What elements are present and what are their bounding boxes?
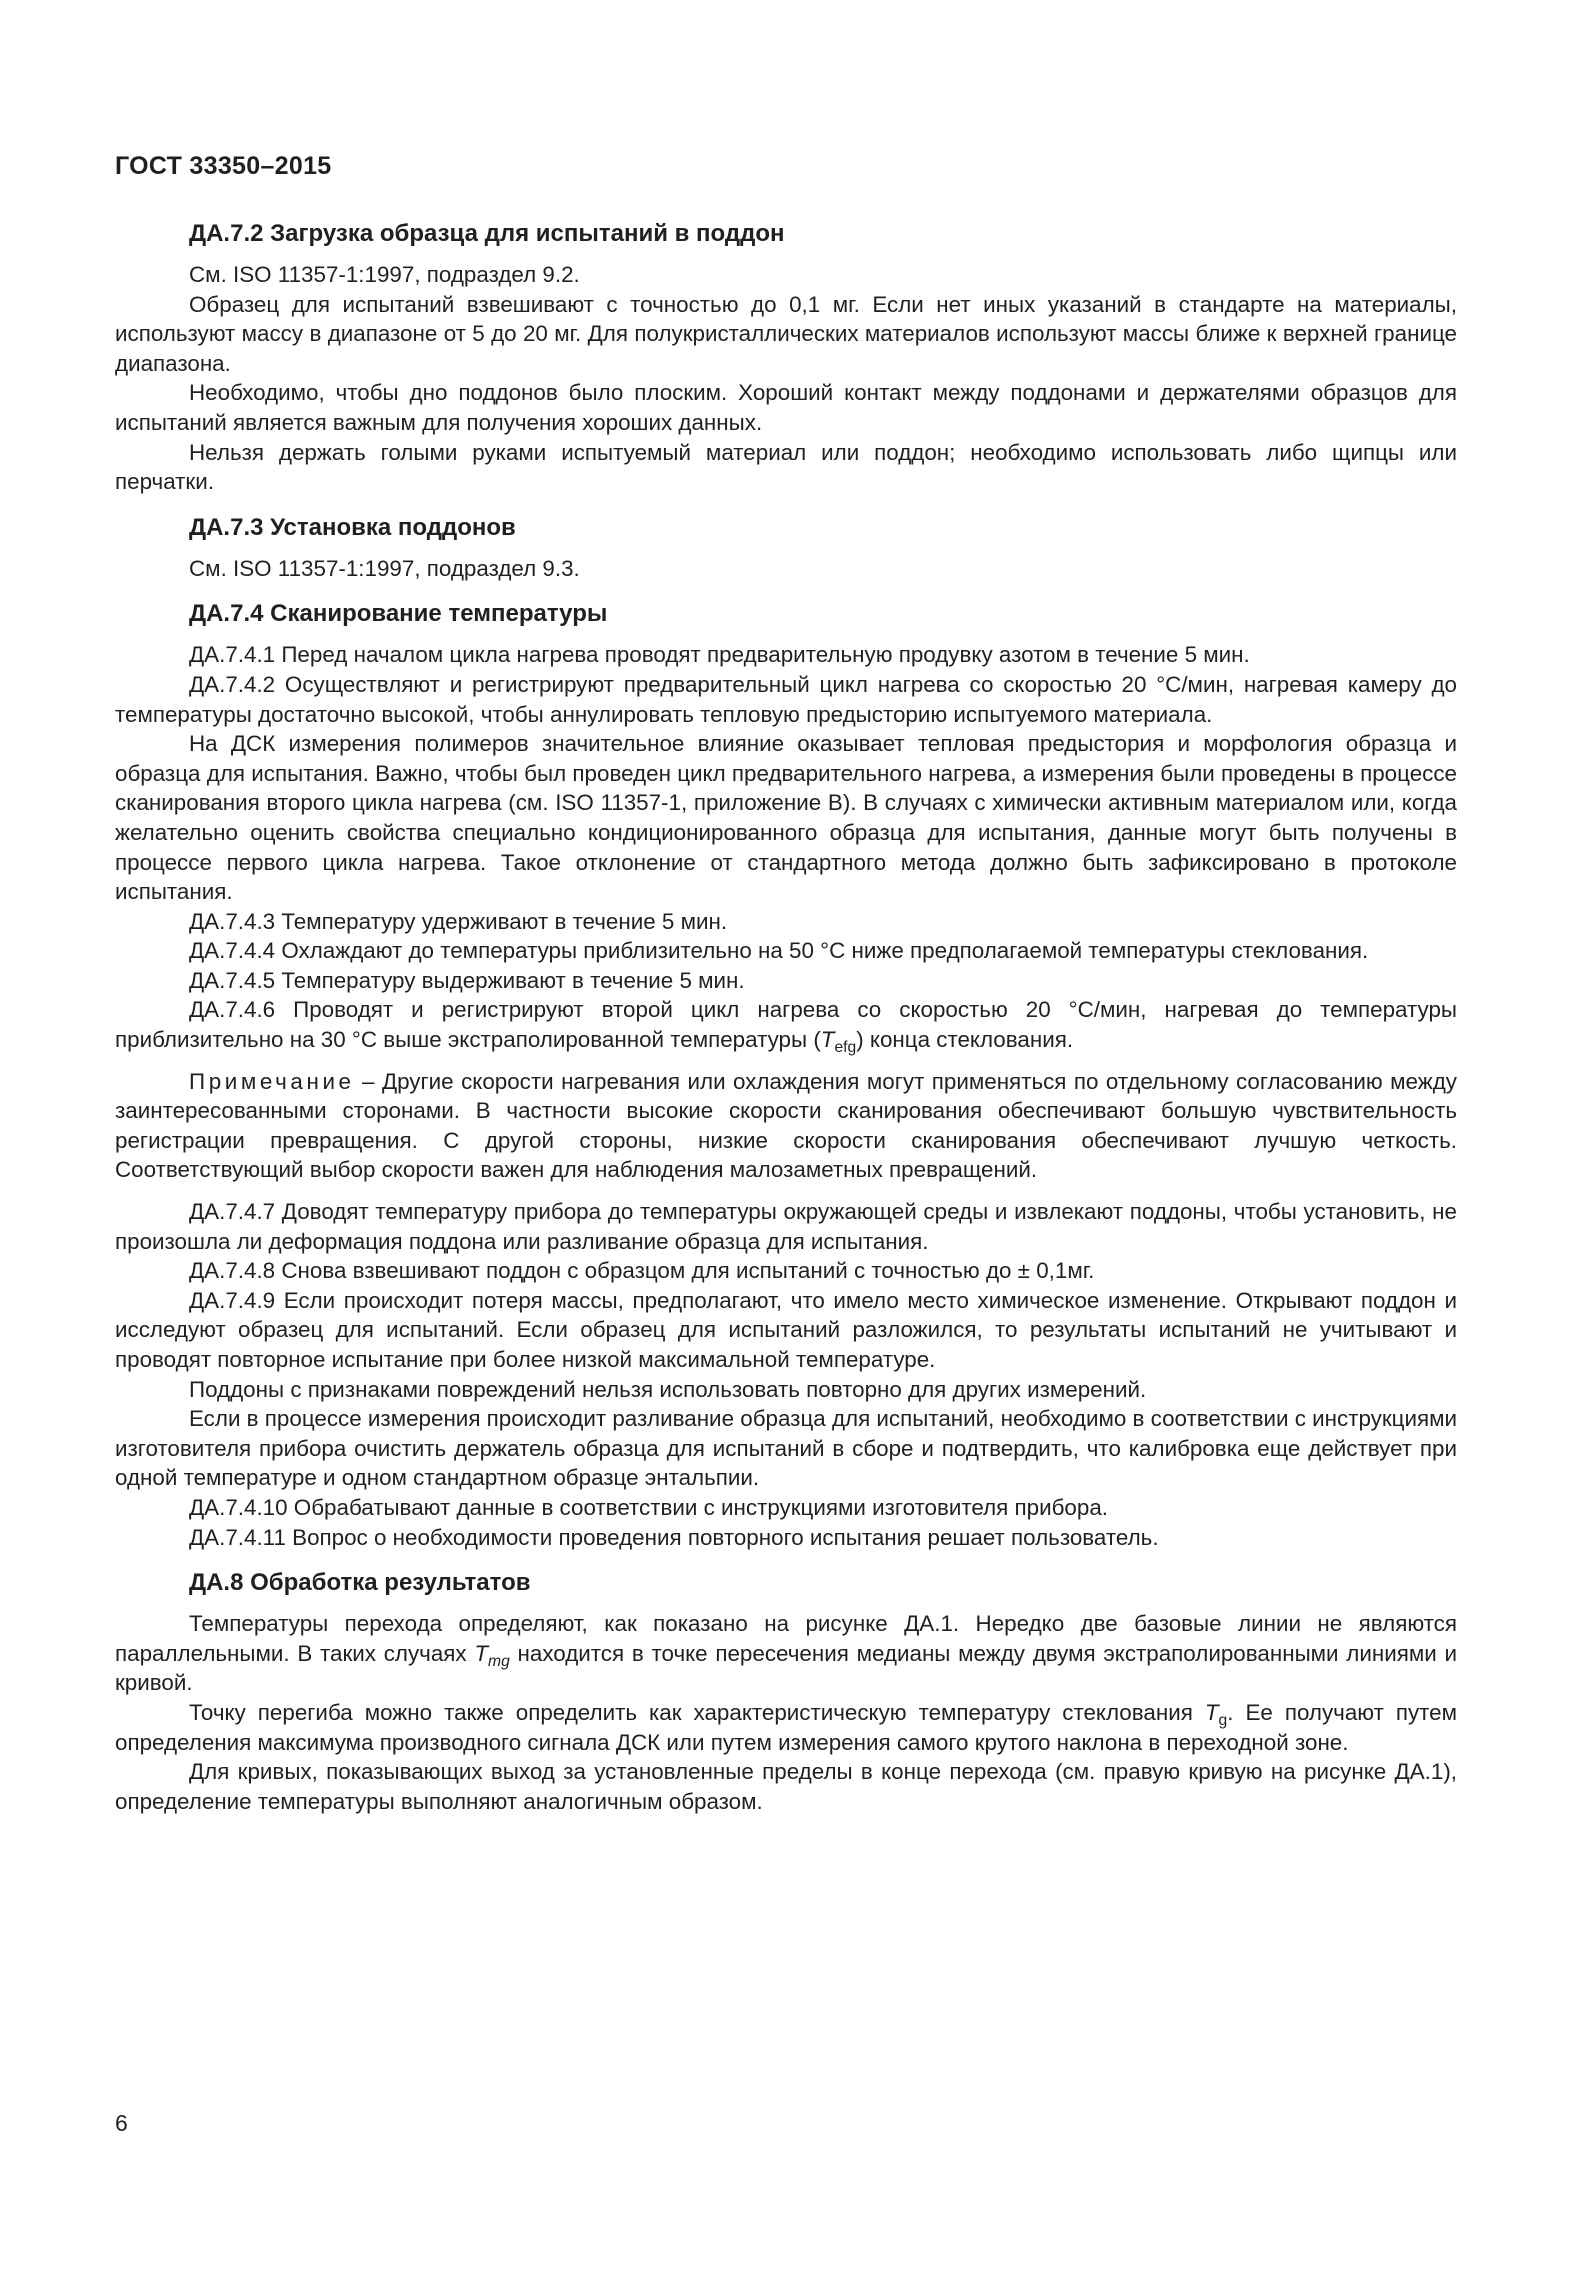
paragraph: ДА.7.4.4 Охлаждают до температуры приблизительно на 50 °С ниже предполагаемой температуры стеклования. (189, 938, 1369, 964)
text: Точку перегиба можно также определить как характеристическую температуру стеклования (189, 1699, 1205, 1725)
section-heading-da-7-3: ДА.7.3 Установка поддонов (189, 513, 516, 541)
subscript (488, 1653, 510, 1670)
paragraph: ДА.7.4.10 Обрабатывают данные в соответствии с инструкциями изготовителя прибора. (189, 1494, 1108, 1520)
section-heading-da-8: ДА.8 Обработка результатов (189, 1569, 531, 1597)
paragraph: На ДСК измерения полимеров значительное влияние оказывает тепловая предыстория и морфология образца и образца для испытания. Важно, чтобы был проведен цикл предварительного нагрева, а измерения были проведены в процессе сканирования второго цикла нагрева (см. ISO 11357-1, приложение В). В случаях с химически активным материалом или, когда желательно оценить свойства специально кондиционированного образца для испытания, данные могут быть получены в процессе первого цикла нагрева. Такое отклонение от стандартного метода должно быть зафиксировано в протоколе испытания. (115, 731, 1457, 905)
section-heading-da-7-4: ДА.7.4 Сканирование температуры (189, 600, 608, 628)
subscript: efg (834, 1039, 857, 1057)
paragraph: ДА.7.4.2 Осуществляют и регистрируют предварительный цикл нагрева со скоростью 20 °С/мин, нагревая камеру до температуры достаточно высокой, чтобы аннулировать тепловую предысторию испытуемого материала. (115, 671, 1457, 727)
section-heading-da-7-2: ДА.7.2 Загрузка образца для испытаний в поддон (189, 220, 785, 247)
text: ДА.7.4.6 Проводят и регистрируют второй цикл нагрева со скоростью 20 °С/мин, нагревая до температуры приблизительно на 30 °С выше экстраполированной температуры ( (115, 997, 1457, 1053)
paragraph: См. ISO 11357-1:1997, подраздел 9.3. (189, 555, 580, 581)
paragraph: ДА.7.4.8 Снова взвешивают поддон с образцом для испытаний с точностью до ± 0,1мг. (189, 1258, 1095, 1284)
symbol-t: T (474, 1640, 489, 1666)
paragraph: ДА.7.4.11 Вопрос о необходимости проведения повторного испытания решает пользователь. (189, 1524, 1159, 1550)
paragraph: Нельзя держать голыми руками испытуемый материал или поддон; необходимо использовать либо щипцы или перчатки. (115, 439, 1457, 495)
note-paragraph (115, 1067, 1457, 1185)
paragraph: Образец для испытаний взвешивают с точностью до 0,1 мг. Если нет иных указаний в стандарте на материалы, используют массу в диапазоне от 5 до 20 мг. Для полукристаллических материалов используют массы ближе к верхней границе диапазона. (115, 291, 1457, 376)
page-number: 6 (115, 2110, 128, 2136)
document-code: ГОСТ 33350–2015 (115, 152, 332, 180)
subscript: g (1218, 1711, 1228, 1729)
paragraph: ДА.7.4.5 Температуру выдерживают в течение 5 мин. (189, 967, 745, 993)
paragraph: Поддоны с признаками повреждений нельзя использовать повторно для других измерений. (189, 1376, 1147, 1402)
paragraph: См. ISO 11357-1:1997, подраздел 9.2. (189, 262, 580, 287)
subscript-text: mg (488, 1652, 510, 1670)
text: Температуры перехода определяют, как показано на рисунке ДА.1. Нередко две базовые линии не являются параллельными. В таких случаях (115, 1611, 1457, 1666)
paragraph: Если в процессе измерения происходит разливание образца для испытаний, необходимо в соответствии с инструкциями изготовителя прибора очистить держатель образца для испытаний в сборе и подтвердить, что калибровка еще действует при одной температуре и одном стандартном образце энтальпии. (115, 1406, 1457, 1491)
paragraph: ДА.7.4.9 Если происходит потеря массы, предполагают, что имело место химическое изменение. Открывают поддон и исследуют образец для испытаний. Если образец для испытаний разложился, то результаты испытаний не учитывают и проводят повторное испытание при более низкой максимальной температуре. (115, 1287, 1457, 1372)
paragraph (115, 1698, 1457, 1757)
note-text: – Другие скорости нагревания или охлаждения могут применяться по отдельному согласованию между заинтересованными сторонами. В частности высокие скорости сканирования обеспечивают большую чувствительность регистрации превращения. С другой стороны, низкие скорости сканирования обеспечивают лучшую четкость. Соответствующий выбор скорости важен для наблюдения малозаметных превращений. (115, 1068, 1457, 1183)
text: . Ее получают путем определения максимума производного сигнала ДСК или путем измерения самого крутого наклона в переходной зоне. (115, 1699, 1458, 1755)
note-label: Примечание (189, 1068, 355, 1094)
text: ) конца стеклования. (856, 1027, 1074, 1053)
symbol-t: T (820, 1027, 835, 1053)
document-body (115, 218, 1457, 1816)
paragraph: Необходимо, чтобы дно поддонов было плоским. Хороший контакт между поддонами и держателями образцов для испытаний является важным для получения хороших данных. (115, 380, 1457, 435)
paragraph (115, 1609, 1457, 1698)
text: находится в точке пересечения медианы между двумя экстраполированными линиями и кривой. (115, 1640, 1457, 1696)
paragraph: Для кривых, показывающих выход за установленные пределы в конце перехода (см. правую кривую на рисунке ДА.1), определение температуры выполняют аналогичным образом. (115, 1759, 1457, 1814)
symbol-t: T (1204, 1699, 1219, 1725)
paragraph: ДА.7.4.3 Температуру удерживают в течение 5 мин. (189, 908, 728, 934)
paragraph-da-7-4-6 (115, 995, 1457, 1057)
paragraph: ДА.7.4.7 Доводят температуру прибора до температуры окружающей среды и извлекают поддоны, чтобы установить, не произошла ли деформация поддона или разливание образца для испытания. (115, 1199, 1457, 1254)
paragraph: ДА.7.4.1 Перед началом цикла нагрева проводят предварительную продувку азотом в течение 5 мин. (189, 642, 1250, 668)
